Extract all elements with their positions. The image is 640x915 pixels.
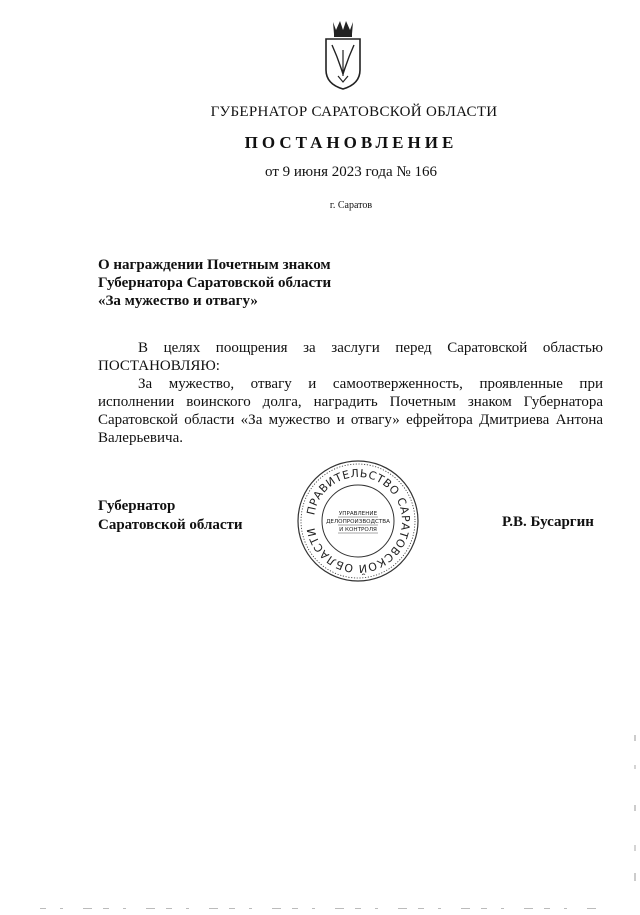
signer-position-line: Губернатор (98, 498, 176, 514)
document-subject (98, 256, 398, 310)
seal-center-line: ДЕЛОПРОИЗВОДСТВА (326, 519, 390, 525)
issuing-city: г. Саратов (329, 200, 373, 211)
document-body (98, 339, 603, 447)
scan-edge-artifact (40, 897, 600, 900)
document-date-number: от 9 июня 2023 года № 166 (265, 164, 437, 180)
document-type-title: ПОСТАНОВЛЕНИЕ (244, 133, 458, 152)
seal-center-line: И КОНТРОЛЯ (339, 527, 377, 533)
signer-name: Р.В. Бусаргин (502, 514, 594, 530)
signer-position (98, 497, 243, 535)
decree-word: ПОСТАНОВЛЯЮ: (98, 358, 220, 374)
subject-line: «За мужество и отвагу» (98, 293, 258, 309)
seal-ring-text: ПРАВИТЕЛЬСТВО САРАТОВСКОЙ ОБЛАСТИ (304, 466, 413, 576)
issuing-authority: ГУБЕРНАТОР САРАТОВСКОЙ ОБЛАСТИ (210, 104, 498, 120)
official-seal (296, 459, 420, 583)
subject-line: Губернатора Саратовской области (98, 275, 332, 291)
saratov-coat-of-arms-icon (320, 18, 366, 92)
scan-edge-artifact (634, 735, 636, 885)
seal-center-line: УПРАВЛЕНИЕ (338, 511, 378, 517)
subject-line: О награждении Почетным знаком (98, 257, 331, 273)
body-paragraph: За мужество, отвагу и самоотверженность, проявленные при исполнении воинского долга, наградить Почетным знаком Губернатора Саратовской области «За мужество и отвагу» ефрейтора Дмитриева Антона Валерьевича. (98, 376, 603, 446)
signer-position-line: Саратовской области (98, 517, 243, 533)
body-paragraph: В целях поощрения за заслуги перед Саратовской областью (138, 340, 603, 356)
